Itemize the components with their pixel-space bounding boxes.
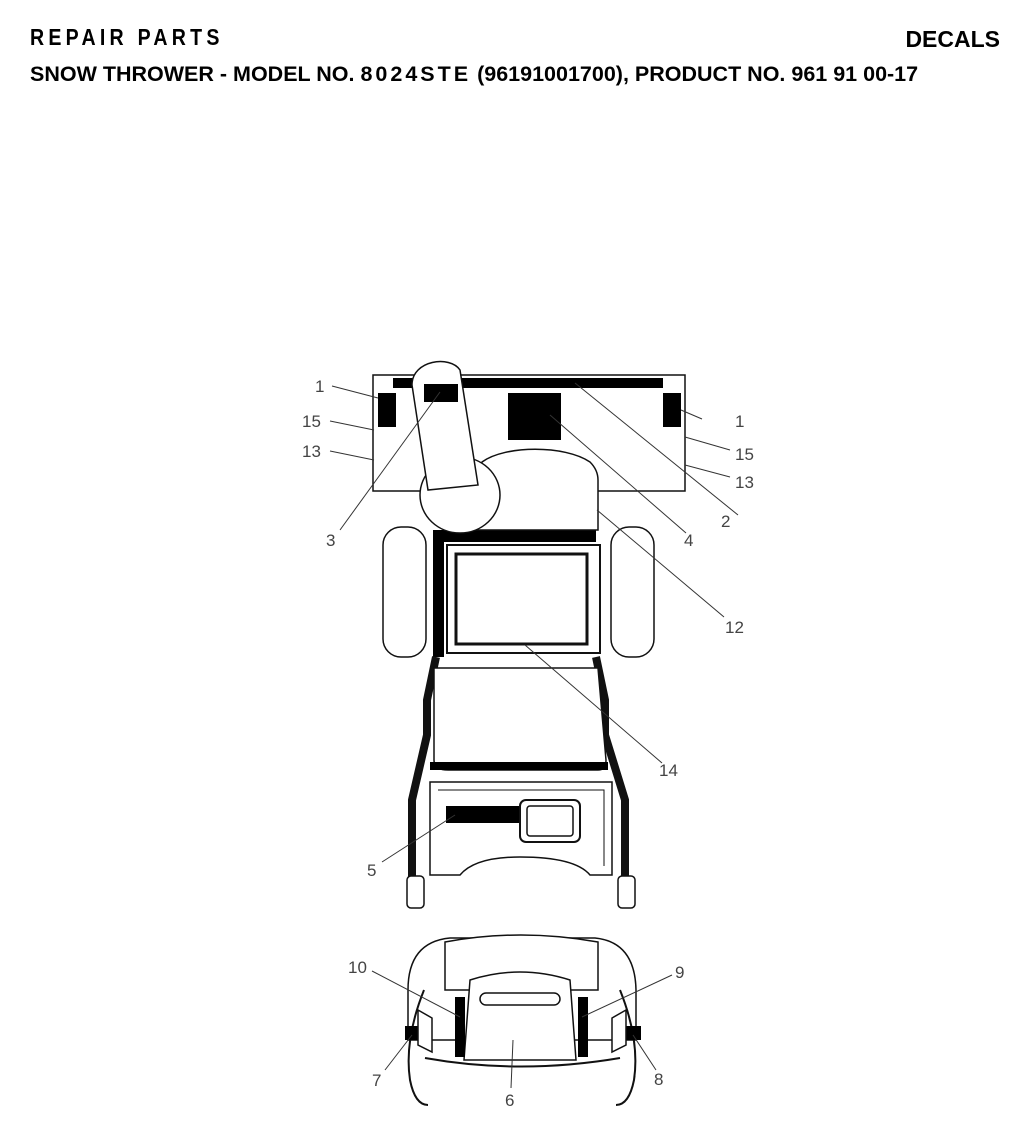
callout-10: 10: [348, 958, 367, 977]
callout-5: 5: [367, 861, 377, 880]
left-tire: [383, 527, 426, 657]
decal-1-left: [378, 393, 396, 427]
callout-13-right: 13: [735, 473, 754, 492]
decal-5: [446, 806, 520, 823]
model-number: 8024STE: [360, 62, 472, 86]
right-tire: [611, 527, 654, 657]
callout-9: 9: [675, 963, 685, 982]
rear-engine: [464, 972, 576, 1060]
control-display-inner: [527, 806, 573, 836]
grip-left: [407, 876, 424, 908]
decal-9: [578, 997, 588, 1057]
decal-8: [626, 1026, 641, 1040]
callout-1-right: 1: [735, 412, 745, 431]
callout-8: 8: [654, 1070, 664, 1089]
decal-14: [456, 554, 587, 644]
frame-left-bar: [433, 530, 444, 657]
body-base-bar: [430, 762, 608, 770]
decal-4: [508, 393, 561, 440]
lower-body: [434, 668, 606, 770]
callout-4: 4: [684, 531, 694, 550]
callout-15-left: 15: [302, 412, 321, 431]
callout-13-left: 13: [302, 442, 321, 461]
rear-engine-slot: [480, 993, 560, 1005]
decal-1-right: [663, 393, 681, 427]
callout-6: 6: [505, 1091, 515, 1110]
subtitle-prefix: SNOW THROWER - MODEL NO.: [30, 62, 355, 86]
grip-right: [618, 876, 635, 908]
callout-12: 12: [725, 618, 744, 637]
rear-side-right: [612, 1010, 626, 1052]
decal-10: [455, 997, 465, 1057]
decal-3: [424, 384, 458, 402]
callout-14: 14: [659, 761, 678, 780]
callout-15-right: 15: [735, 445, 754, 464]
subtitle-suffix: (96191001700), PRODUCT NO. 961 91 00-17: [477, 62, 919, 86]
header-left-title: REPAIR PARTS: [30, 24, 224, 50]
header-right-title: DECALS: [905, 26, 1000, 52]
callout-1-left: 1: [315, 377, 325, 396]
callout-7: 7: [372, 1071, 382, 1090]
callout-3: 3: [326, 531, 336, 550]
rear-side-left: [418, 1010, 432, 1052]
callout-2: 2: [721, 512, 731, 531]
